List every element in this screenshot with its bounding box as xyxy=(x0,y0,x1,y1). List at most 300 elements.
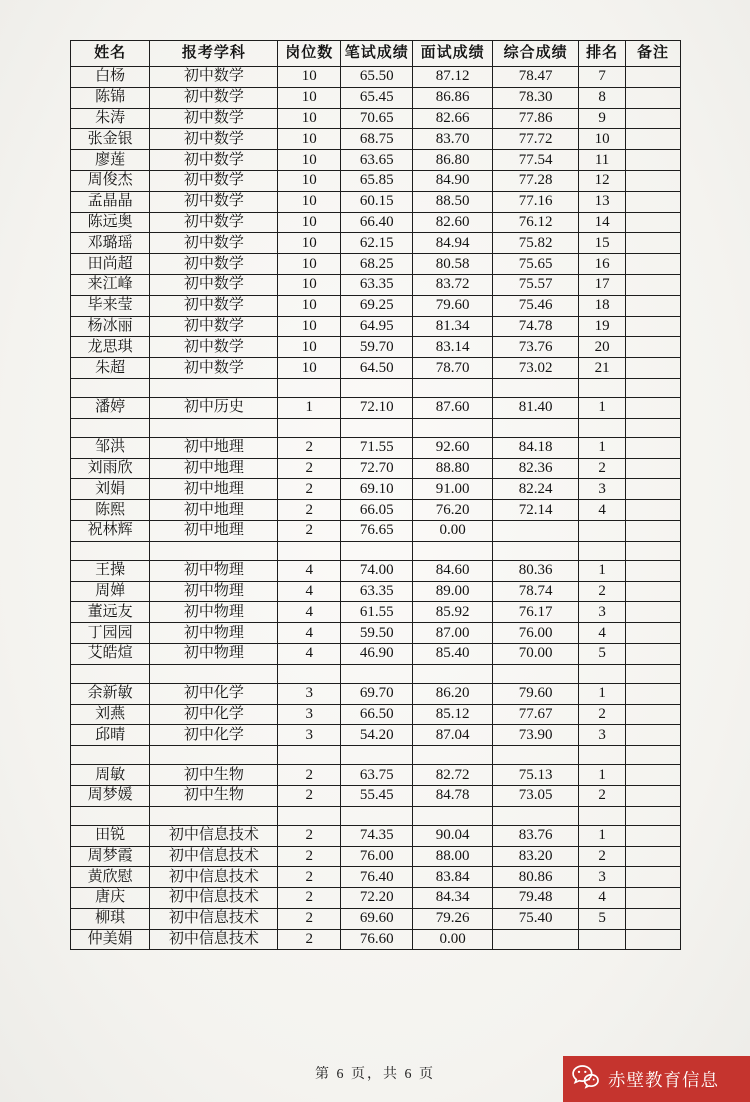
table-cell: 10 xyxy=(278,87,341,108)
table-cell: 孟晶晶 xyxy=(71,191,150,212)
table-cell: 72.70 xyxy=(341,458,413,479)
table-cell: 2 xyxy=(579,704,626,725)
table-row xyxy=(71,888,681,909)
table-cell: 张金银 xyxy=(71,129,150,150)
table-cell: 10 xyxy=(278,67,341,88)
table-cell: 邓璐瑶 xyxy=(71,233,150,254)
table-cell: 65.85 xyxy=(341,170,413,191)
table-cell xyxy=(150,746,278,765)
table-cell: 78.47 xyxy=(493,67,579,88)
table-cell xyxy=(579,664,626,683)
table-cell: 陈远奥 xyxy=(71,212,150,233)
table-cell: 75.57 xyxy=(493,274,579,295)
table-cell: 3 xyxy=(579,602,626,623)
table-cell: 77.86 xyxy=(493,108,579,129)
table-cell xyxy=(150,418,278,437)
table-row xyxy=(71,316,681,337)
table-cell: 0.00 xyxy=(413,929,493,950)
spacer-row xyxy=(71,806,681,825)
table-cell xyxy=(626,67,681,88)
table-row xyxy=(71,358,681,379)
table-cell: 10 xyxy=(278,254,341,275)
table-cell: 73.05 xyxy=(493,785,579,806)
brand-watermark-badge xyxy=(563,1056,750,1102)
table-cell: 69.25 xyxy=(341,295,413,316)
table-cell: 4 xyxy=(579,623,626,644)
table-cell xyxy=(71,378,150,397)
table-cell: 朱超 xyxy=(71,358,150,379)
table-row xyxy=(71,337,681,358)
table-cell: 10 xyxy=(278,129,341,150)
table-cell xyxy=(626,129,681,150)
table-cell: 76.17 xyxy=(493,602,579,623)
table-cell: 88.00 xyxy=(413,846,493,867)
table-cell: 2 xyxy=(278,846,341,867)
table-cell: 初中地理 xyxy=(150,479,278,500)
table-cell: 7 xyxy=(579,67,626,88)
brand-badge-label: 赤壁教育信息 xyxy=(608,1069,719,1090)
table-cell: 8 xyxy=(579,87,626,108)
table-cell xyxy=(71,806,150,825)
table-cell: 初中信息技术 xyxy=(150,867,278,888)
table-cell: 64.50 xyxy=(341,358,413,379)
table-cell xyxy=(626,806,681,825)
table-cell: 初中地理 xyxy=(150,500,278,521)
table-cell: 艾皓煊 xyxy=(71,643,150,664)
table-cell: 86.80 xyxy=(413,150,493,171)
table-cell: 11 xyxy=(579,150,626,171)
table-cell xyxy=(341,541,413,560)
table-row xyxy=(71,908,681,929)
table-cell xyxy=(493,541,579,560)
table-cell: 76.20 xyxy=(413,500,493,521)
table-cell: 0.00 xyxy=(413,520,493,541)
table-cell: 2 xyxy=(278,908,341,929)
table-cell: 初中物理 xyxy=(150,602,278,623)
table-cell xyxy=(150,806,278,825)
table-cell: 79.60 xyxy=(413,295,493,316)
table-cell: 5 xyxy=(579,908,626,929)
table-cell: 杨冰丽 xyxy=(71,316,150,337)
table-cell: 周梦霞 xyxy=(71,846,150,867)
table-cell xyxy=(626,725,681,746)
table-cell: 2 xyxy=(278,500,341,521)
table-cell xyxy=(341,806,413,825)
table-cell: 87.04 xyxy=(413,725,493,746)
table-cell xyxy=(413,418,493,437)
table-row xyxy=(71,846,681,867)
table-cell: 10 xyxy=(278,170,341,191)
table-cell: 75.82 xyxy=(493,233,579,254)
table-cell xyxy=(626,254,681,275)
table-cell: 初中历史 xyxy=(150,397,278,418)
table-cell: 66.05 xyxy=(341,500,413,521)
table-cell: 邹洪 xyxy=(71,437,150,458)
table-cell xyxy=(579,746,626,765)
table-cell xyxy=(413,746,493,765)
table-cell: 85.12 xyxy=(413,704,493,725)
table-cell: 10 xyxy=(278,233,341,254)
table-cell: 16 xyxy=(579,254,626,275)
table-row xyxy=(71,458,681,479)
table-cell: 90.04 xyxy=(413,825,493,846)
table-cell: 4 xyxy=(278,581,341,602)
table-row xyxy=(71,191,681,212)
table-cell xyxy=(71,746,150,765)
table-cell xyxy=(626,581,681,602)
table-cell xyxy=(278,541,341,560)
table-cell: 84.34 xyxy=(413,888,493,909)
page-number-footer: 第 6 页，共 6 页 xyxy=(315,1067,435,1082)
table-cell: 初中数学 xyxy=(150,316,278,337)
column-header: 岗位数 xyxy=(278,41,341,67)
table-cell: 周敏 xyxy=(71,765,150,786)
table-cell: 祝林辉 xyxy=(71,520,150,541)
table-cell: 79.48 xyxy=(493,888,579,909)
table-cell: 1 xyxy=(579,825,626,846)
table-cell: 3 xyxy=(579,479,626,500)
table-cell xyxy=(626,623,681,644)
table-row xyxy=(71,520,681,541)
table-row xyxy=(71,254,681,275)
table-cell: 65.45 xyxy=(341,87,413,108)
table-cell: 3 xyxy=(579,867,626,888)
table-cell: 82.60 xyxy=(413,212,493,233)
table-cell: 83.20 xyxy=(493,846,579,867)
table-cell xyxy=(579,806,626,825)
table-cell xyxy=(579,929,626,950)
table-cell xyxy=(626,108,681,129)
table-cell: 初中信息技术 xyxy=(150,825,278,846)
table-cell: 74.00 xyxy=(341,560,413,581)
table-cell xyxy=(493,664,579,683)
table-cell xyxy=(626,704,681,725)
table-cell: 59.50 xyxy=(341,623,413,644)
table-cell: 2 xyxy=(579,846,626,867)
table-cell: 68.25 xyxy=(341,254,413,275)
table-cell xyxy=(150,378,278,397)
table-cell: 76.60 xyxy=(341,929,413,950)
table-cell: 10 xyxy=(278,191,341,212)
table-cell: 75.46 xyxy=(493,295,579,316)
table-cell: 77.54 xyxy=(493,150,579,171)
table-cell: 2 xyxy=(278,479,341,500)
table-cell: 初中生物 xyxy=(150,765,278,786)
table-cell xyxy=(413,664,493,683)
table-row xyxy=(71,623,681,644)
table-cell: 63.75 xyxy=(341,765,413,786)
table-cell: 10 xyxy=(278,295,341,316)
table-cell: 初中数学 xyxy=(150,274,278,295)
table-cell: 4 xyxy=(579,500,626,521)
table-cell: 81.34 xyxy=(413,316,493,337)
table-cell: 84.94 xyxy=(413,233,493,254)
table-cell: 82.72 xyxy=(413,765,493,786)
table-cell xyxy=(626,295,681,316)
table-cell: 初中信息技术 xyxy=(150,929,278,950)
table-cell xyxy=(626,664,681,683)
table-cell: 龙思琪 xyxy=(71,337,150,358)
table-cell: 76.40 xyxy=(341,867,413,888)
table-row xyxy=(71,233,681,254)
table-cell: 77.67 xyxy=(493,704,579,725)
table-cell xyxy=(278,418,341,437)
table-cell: 86.86 xyxy=(413,87,493,108)
table-cell: 3 xyxy=(278,725,341,746)
table-cell: 73.90 xyxy=(493,725,579,746)
table-row xyxy=(71,108,681,129)
table-cell: 63.35 xyxy=(341,274,413,295)
table-cell xyxy=(626,888,681,909)
table-cell: 87.00 xyxy=(413,623,493,644)
table-row xyxy=(71,129,681,150)
table-cell: 87.12 xyxy=(413,67,493,88)
table-cell: 86.20 xyxy=(413,683,493,704)
table-cell xyxy=(626,643,681,664)
table-cell: 周梦媛 xyxy=(71,785,150,806)
table-cell: 田尚超 xyxy=(71,254,150,275)
table-row xyxy=(71,212,681,233)
table-cell xyxy=(413,806,493,825)
table-cell xyxy=(579,418,626,437)
table-cell: 63.35 xyxy=(341,581,413,602)
table-cell xyxy=(626,150,681,171)
table-cell: 12 xyxy=(579,170,626,191)
table-cell: 初中生物 xyxy=(150,785,278,806)
table-cell xyxy=(341,664,413,683)
table-cell: 2 xyxy=(579,785,626,806)
table-row xyxy=(71,500,681,521)
table-cell: 丁园园 xyxy=(71,623,150,644)
table-cell xyxy=(626,418,681,437)
table-cell xyxy=(71,541,150,560)
table-cell: 9 xyxy=(579,108,626,129)
table-cell: 初中数学 xyxy=(150,233,278,254)
table-cell xyxy=(626,602,681,623)
table-cell xyxy=(626,358,681,379)
table-cell: 3 xyxy=(579,725,626,746)
table-cell: 董远友 xyxy=(71,602,150,623)
table-cell: 88.80 xyxy=(413,458,493,479)
table-cell: 柳琪 xyxy=(71,908,150,929)
table-cell: 4 xyxy=(278,643,341,664)
table-cell: 潘婷 xyxy=(71,397,150,418)
table-cell: 初中数学 xyxy=(150,358,278,379)
table-row xyxy=(71,397,681,418)
table-cell: 73.02 xyxy=(493,358,579,379)
table-cell: 73.76 xyxy=(493,337,579,358)
table-cell: 周婵 xyxy=(71,581,150,602)
table-cell xyxy=(626,87,681,108)
table-cell: 初中地理 xyxy=(150,520,278,541)
table-cell: 2 xyxy=(278,929,341,950)
table-cell: 72.10 xyxy=(341,397,413,418)
table-cell xyxy=(626,479,681,500)
table-row xyxy=(71,479,681,500)
table-cell: 4 xyxy=(278,623,341,644)
table-cell: 75.13 xyxy=(493,765,579,786)
table-cell: 初中数学 xyxy=(150,108,278,129)
table-cell xyxy=(493,746,579,765)
table-cell xyxy=(71,664,150,683)
table-cell: 63.65 xyxy=(341,150,413,171)
table-cell: 14 xyxy=(579,212,626,233)
table-cell: 87.60 xyxy=(413,397,493,418)
column-header: 排名 xyxy=(579,41,626,67)
table-cell xyxy=(278,378,341,397)
table-row xyxy=(71,150,681,171)
table-row xyxy=(71,765,681,786)
table-cell xyxy=(278,806,341,825)
table-cell: 10 xyxy=(278,274,341,295)
table-row xyxy=(71,581,681,602)
table-cell: 92.60 xyxy=(413,437,493,458)
table-cell: 15 xyxy=(579,233,626,254)
table-row xyxy=(71,602,681,623)
table-cell: 刘雨欣 xyxy=(71,458,150,479)
table-cell: 17 xyxy=(579,274,626,295)
table-cell: 初中化学 xyxy=(150,725,278,746)
table-cell xyxy=(626,458,681,479)
table-cell: 初中数学 xyxy=(150,67,278,88)
table-cell: 88.50 xyxy=(413,191,493,212)
table-cell: 2 xyxy=(579,458,626,479)
table-cell: 10 xyxy=(278,150,341,171)
table-cell: 初中物理 xyxy=(150,581,278,602)
table-cell: 80.86 xyxy=(493,867,579,888)
table-cell: 85.40 xyxy=(413,643,493,664)
table-cell: 64.95 xyxy=(341,316,413,337)
column-header: 备注 xyxy=(626,41,681,67)
table-cell xyxy=(626,212,681,233)
table-cell xyxy=(626,520,681,541)
table-row xyxy=(71,437,681,458)
table-cell: 初中化学 xyxy=(150,683,278,704)
table-cell xyxy=(278,746,341,765)
table-cell xyxy=(626,765,681,786)
table-row xyxy=(71,867,681,888)
table-cell: 初中数学 xyxy=(150,254,278,275)
table-row xyxy=(71,785,681,806)
table-cell xyxy=(626,683,681,704)
table-cell: 10 xyxy=(278,316,341,337)
table-cell: 83.84 xyxy=(413,867,493,888)
table-cell: 2 xyxy=(278,765,341,786)
spacer-row xyxy=(71,378,681,397)
table-cell: 10 xyxy=(579,129,626,150)
table-cell xyxy=(579,378,626,397)
table-cell xyxy=(626,846,681,867)
table-cell: 廖莲 xyxy=(71,150,150,171)
table-cell: 13 xyxy=(579,191,626,212)
table-cell: 4 xyxy=(278,602,341,623)
table-cell: 75.65 xyxy=(493,254,579,275)
table-cell: 来江峰 xyxy=(71,274,150,295)
spacer-row xyxy=(71,541,681,560)
table-cell: 46.90 xyxy=(341,643,413,664)
table-cell: 80.36 xyxy=(493,560,579,581)
table-cell: 74.35 xyxy=(341,825,413,846)
table-cell: 62.15 xyxy=(341,233,413,254)
table-cell: 2 xyxy=(278,520,341,541)
table-cell: 1 xyxy=(579,683,626,704)
table-cell xyxy=(626,274,681,295)
table-cell: 66.50 xyxy=(341,704,413,725)
table-cell: 1 xyxy=(579,437,626,458)
table-cell xyxy=(341,378,413,397)
table-row xyxy=(71,683,681,704)
table-cell: 刘娟 xyxy=(71,479,150,500)
table-cell: 70.00 xyxy=(493,643,579,664)
column-header: 姓名 xyxy=(71,41,150,67)
table-cell: 76.00 xyxy=(341,846,413,867)
table-cell: 79.60 xyxy=(493,683,579,704)
table-cell: 76.65 xyxy=(341,520,413,541)
table-cell: 70.65 xyxy=(341,108,413,129)
table-cell xyxy=(626,191,681,212)
table-cell: 10 xyxy=(278,108,341,129)
table-cell: 84.90 xyxy=(413,170,493,191)
table-cell xyxy=(626,337,681,358)
table-cell xyxy=(626,541,681,560)
table-cell: 3 xyxy=(278,683,341,704)
table-row xyxy=(71,560,681,581)
table-cell: 69.60 xyxy=(341,908,413,929)
table-cell: 初中信息技术 xyxy=(150,888,278,909)
table-cell: 初中物理 xyxy=(150,623,278,644)
table-cell: 初中数学 xyxy=(150,191,278,212)
table-cell xyxy=(278,664,341,683)
table-cell xyxy=(493,418,579,437)
table-cell xyxy=(626,825,681,846)
table-cell: 84.18 xyxy=(493,437,579,458)
table-row xyxy=(71,274,681,295)
table-cell: 初中数学 xyxy=(150,87,278,108)
column-header: 综合成绩 xyxy=(493,41,579,67)
table-cell xyxy=(71,418,150,437)
table-cell: 75.40 xyxy=(493,908,579,929)
table-cell xyxy=(626,746,681,765)
table-row xyxy=(71,929,681,950)
table-cell: 81.40 xyxy=(493,397,579,418)
table-cell: 65.50 xyxy=(341,67,413,88)
table-cell: 余新敏 xyxy=(71,683,150,704)
table-cell xyxy=(626,397,681,418)
table-cell xyxy=(626,170,681,191)
table-cell: 84.60 xyxy=(413,560,493,581)
table-cell: 83.72 xyxy=(413,274,493,295)
table-cell: 2 xyxy=(278,867,341,888)
results-table xyxy=(70,40,681,950)
table-cell xyxy=(493,520,579,541)
table-cell xyxy=(493,806,579,825)
table-cell: 20 xyxy=(579,337,626,358)
table-cell: 83.14 xyxy=(413,337,493,358)
table-cell: 周俊杰 xyxy=(71,170,150,191)
table-cell: 仲美娟 xyxy=(71,929,150,950)
table-cell xyxy=(626,437,681,458)
table-cell: 初中信息技术 xyxy=(150,908,278,929)
table-cell xyxy=(626,233,681,254)
table-cell: 89.00 xyxy=(413,581,493,602)
table-cell: 初中数学 xyxy=(150,170,278,191)
table-cell xyxy=(626,316,681,337)
table-cell: 77.16 xyxy=(493,191,579,212)
table-cell: 4 xyxy=(278,560,341,581)
table-cell: 83.70 xyxy=(413,129,493,150)
table-row xyxy=(71,295,681,316)
table-cell: 王操 xyxy=(71,560,150,581)
